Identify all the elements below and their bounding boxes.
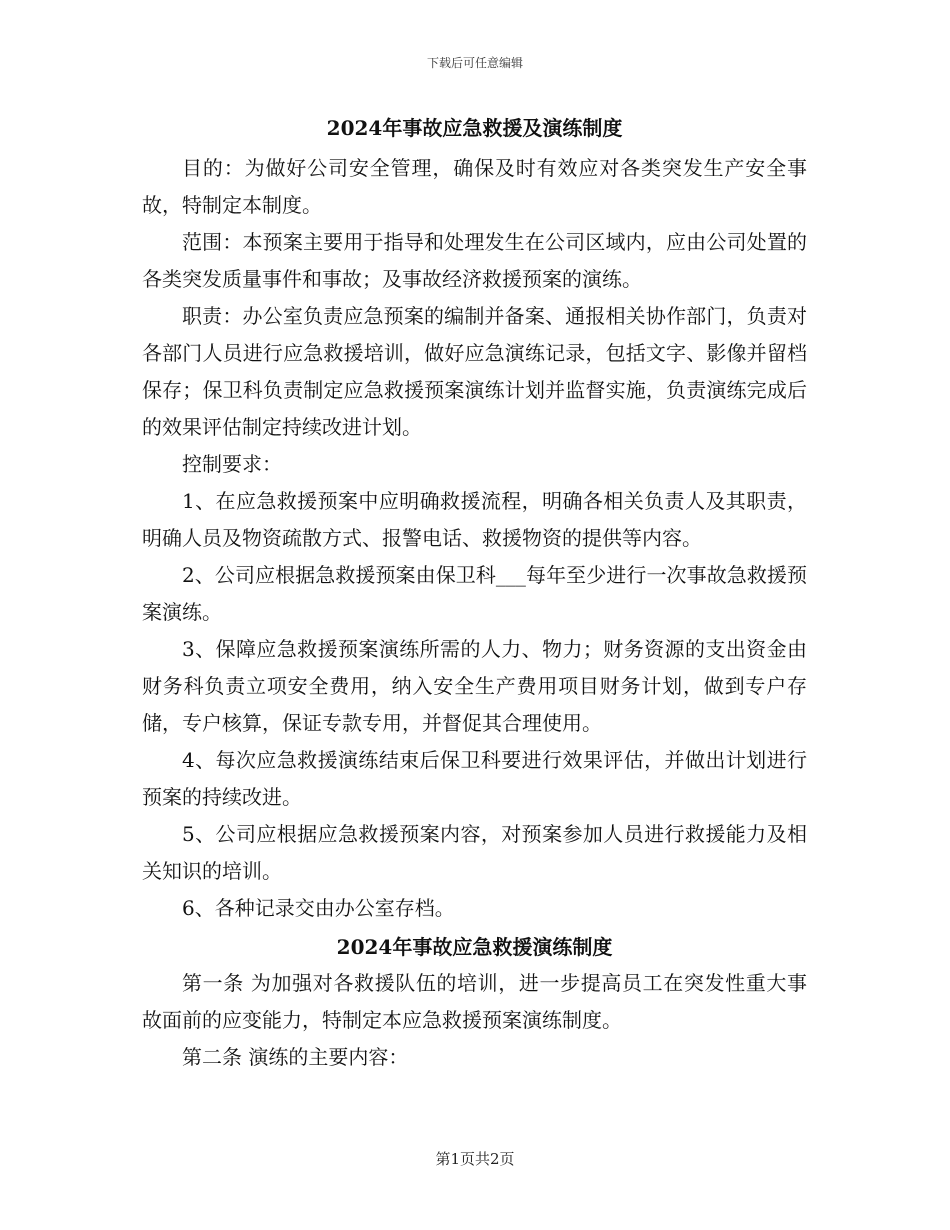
paragraph-scope: 范围：本预案主要用于指导和处理发生在公司区域内，应由公司处置的各类突发质量事件和事故；及事故经济救援预案的演练。 <box>142 230 807 291</box>
paragraph-control-heading: 控制要求： <box>182 452 282 476</box>
paragraph-item-2: 2、公司应根据急救援预案由保卫科___每年至少进行一次事故急救援预案演练。 <box>142 563 807 624</box>
paragraph-item-6: 6、各种记录交由办公室存档。 <box>182 896 455 920</box>
paragraph-item-1: 1、在应急救援预案中应明确救援流程，明确各相关负责人及其职责，明确人员及物资疏散方式、报警电话、救援物资的提供等内容。 <box>142 489 807 550</box>
paragraph-duties: 职责：办公室负责应急预案的编制并备案、通报相关协作部门，负责对各部门人员进行应急救援培训，做好应急演练记录，包括文字、影像并留档保存；保卫科负责制定应急救援预案演练计划并监督实施，负责演练完成后的效果评估制定持续改进计划。 <box>142 304 807 439</box>
document-page <box>142 110 807 1076</box>
paragraph-item-4: 4、每次应急救援演练结束后保卫科要进行效果评估，并做出计划进行预案的持续改进。 <box>142 748 807 809</box>
paragraph-item-3: 3、保障应急救援预案演练所需的人力、物力；财务资源的支出资金由财务科负责立项安全费用，纳入安全生产费用项目财务计划，做到专户存储，专户核算，保证专款专用，并督促其合理使用。 <box>142 637 807 735</box>
document-title: 2024年事故应急救援及演练制度 <box>326 116 623 140</box>
paragraph-article-1: 第一条 为加强对各救援队伍的培训，进一步提高员工在突发性重大事故面前的应变能力，特制定本应急救援预案演练制度。 <box>142 971 807 1032</box>
paragraph-item-5: 5、公司应根据应急救援预案内容，对预案参加人员进行救援能力及相关知识的培训。 <box>142 822 807 883</box>
section-title: 2024年事故应急救援演练制度 <box>336 935 613 959</box>
paragraph-article-2: 第二条 演练的主要内容： <box>182 1045 409 1069</box>
paragraph-purpose: 目的：为做好公司安全管理，确保及时有效应对各类突发生产安全事故，特制定本制度。 <box>142 156 807 217</box>
page-footer: 第1页共2页 <box>435 1150 515 1168</box>
header-note: 下载后可任意编辑 <box>426 56 523 70</box>
